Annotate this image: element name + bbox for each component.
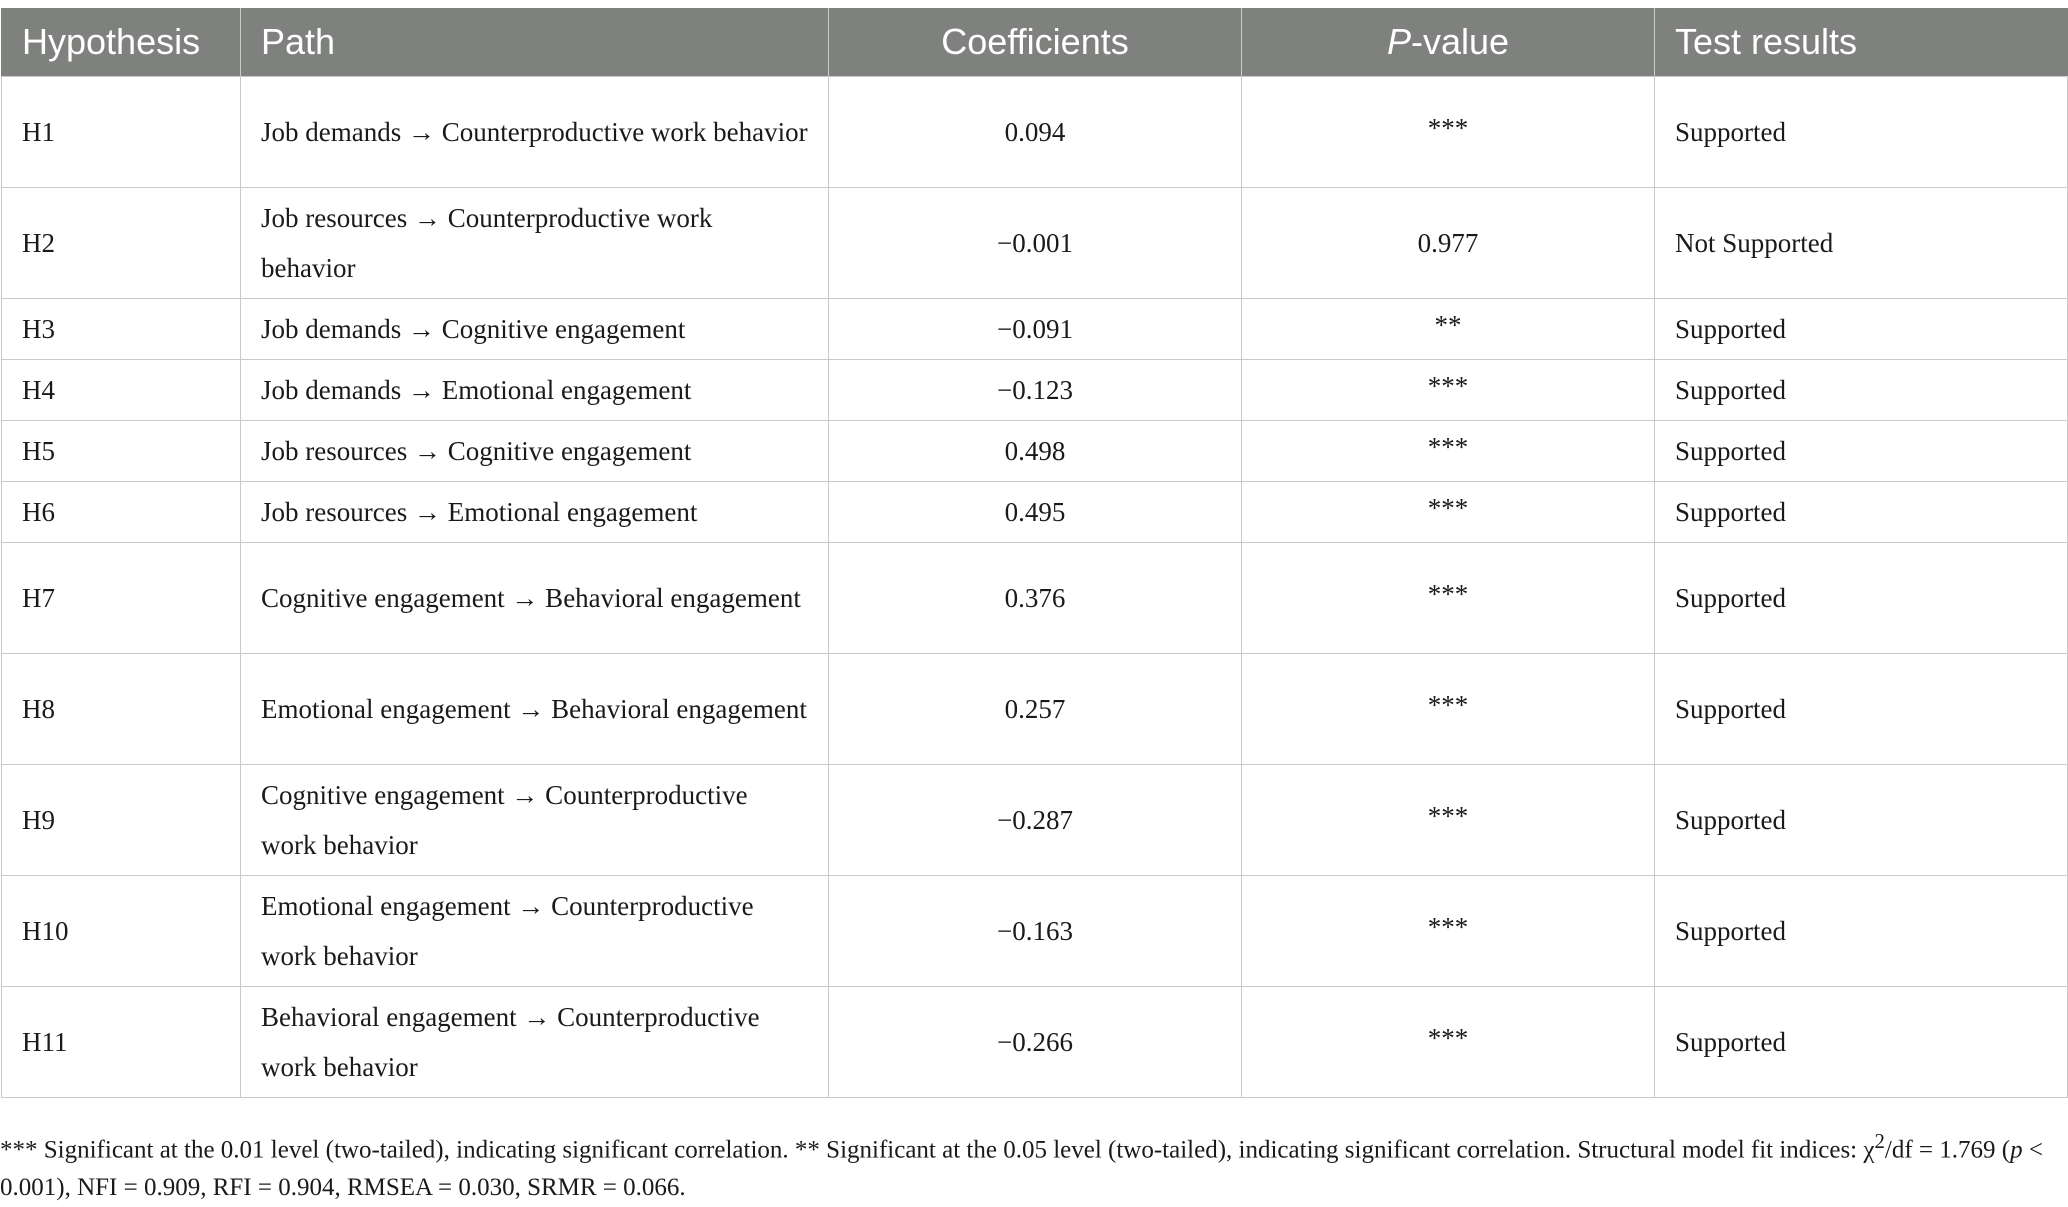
cell-p-value xyxy=(1242,421,1655,482)
cell-hypothesis: H10 xyxy=(2,876,241,987)
cell-path: Job demands → Cognitive engagement xyxy=(241,299,829,360)
cell-p-value xyxy=(1242,299,1655,360)
footnote-superscript: 2 xyxy=(1874,1129,1885,1153)
p-value-text: *** xyxy=(1427,801,1469,831)
cell-p-value xyxy=(1242,765,1655,876)
cell-coefficient: −0.287 xyxy=(829,765,1242,876)
cell-coefficient: 0.376 xyxy=(829,543,1242,654)
header-p-italic: P xyxy=(1386,21,1411,62)
cell-hypothesis: H5 xyxy=(2,421,241,482)
cell-test-result: Supported xyxy=(1655,299,2068,360)
cell-p-value xyxy=(1242,876,1655,987)
cell-hypothesis: H6 xyxy=(2,482,241,543)
cell-hypothesis: H8 xyxy=(2,654,241,765)
table-footnote xyxy=(0,1122,2060,1207)
cell-test-result: Supported xyxy=(1655,543,2068,654)
cell-p-value: 0.977 xyxy=(1242,188,1655,299)
cell-p-value xyxy=(1242,77,1655,188)
cell-test-result: Supported xyxy=(1655,360,2068,421)
cell-test-result: Supported xyxy=(1655,77,2068,188)
results-table-container xyxy=(0,8,2068,1098)
cell-path: Job demands → Emotional engagement xyxy=(241,360,829,421)
cell-test-result: Supported xyxy=(1655,765,2068,876)
cell-test-result: Supported xyxy=(1655,421,2068,482)
header-row xyxy=(2,8,2068,77)
footnote-text-3: < 0.001), NFI = 0.909, RFI = 0.904, RMSEA = 0.030, SRMR = 0.066. xyxy=(0,1136,2043,1202)
table-row xyxy=(2,482,2068,543)
p-value-text: *** xyxy=(1427,432,1469,462)
cell-coefficient: −0.266 xyxy=(829,987,1242,1098)
cell-test-result: Supported xyxy=(1655,987,2068,1098)
cell-hypothesis: H7 xyxy=(2,543,241,654)
cell-hypothesis: H11 xyxy=(2,987,241,1098)
header-path: Path xyxy=(241,8,829,77)
table-row xyxy=(2,360,2068,421)
footnote-p-italic: p xyxy=(2010,1136,2023,1164)
cell-hypothesis: H1 xyxy=(2,77,241,188)
cell-p-value xyxy=(1242,543,1655,654)
cell-coefficient: 0.495 xyxy=(829,482,1242,543)
p-value-text: *** xyxy=(1427,1023,1469,1053)
hypothesis-results-table xyxy=(1,8,2068,1098)
cell-hypothesis: H2 xyxy=(2,188,241,299)
p-value-text: *** xyxy=(1427,690,1469,720)
cell-path: Job resources → Emotional engagement xyxy=(241,482,829,543)
cell-hypothesis: H3 xyxy=(2,299,241,360)
cell-path: Cognitive engagement → Behavioral engagement xyxy=(241,543,829,654)
table-row xyxy=(2,299,2068,360)
header-test-results: Test results xyxy=(1655,8,2068,77)
table-header xyxy=(2,8,2068,77)
table-row xyxy=(2,876,2068,987)
cell-path: Emotional engagement → Counterproductive work behavior xyxy=(241,876,829,987)
cell-hypothesis: H4 xyxy=(2,360,241,421)
p-value-text: *** xyxy=(1427,579,1469,609)
cell-p-value xyxy=(1242,987,1655,1098)
cell-test-result: Supported xyxy=(1655,654,2068,765)
cell-path: Cognitive engagement → Counterproductive work behavior xyxy=(241,765,829,876)
header-coefficients: Coefficients xyxy=(829,8,1242,77)
cell-path: Behavioral engagement → Counterproductive work behavior xyxy=(241,987,829,1098)
footnote-text-2: /df = 1.769 ( xyxy=(1884,1136,2011,1164)
table-row xyxy=(2,765,2068,876)
cell-test-result: Supported xyxy=(1655,876,2068,987)
p-value-text: *** xyxy=(1427,113,1469,143)
cell-path: Job resources → Counterproductive work behavior xyxy=(241,188,829,299)
table-row xyxy=(2,421,2068,482)
table-row xyxy=(2,987,2068,1098)
cell-coefficient: −0.091 xyxy=(829,299,1242,360)
table-row xyxy=(2,654,2068,765)
cell-coefficient: −0.123 xyxy=(829,360,1242,421)
cell-path: Emotional engagement → Behavioral engagement xyxy=(241,654,829,765)
p-value-text: ** xyxy=(1434,310,1462,340)
table-body xyxy=(2,77,2068,1098)
cell-coefficient: −0.163 xyxy=(829,876,1242,987)
header-hypothesis: Hypothesis xyxy=(2,8,241,77)
cell-path: Job resources → Cognitive engagement xyxy=(241,421,829,482)
cell-test-result: Supported xyxy=(1655,482,2068,543)
table-row xyxy=(2,543,2068,654)
cell-coefficient: 0.257 xyxy=(829,654,1242,765)
cell-test-result: Not Supported xyxy=(1655,188,2068,299)
table-row xyxy=(2,188,2068,299)
cell-path: Job demands → Counterproductive work behavior xyxy=(241,77,829,188)
header-p-suffix: -value xyxy=(1410,21,1510,62)
table-row xyxy=(2,77,2068,188)
cell-p-value xyxy=(1242,654,1655,765)
p-value-text: *** xyxy=(1427,371,1469,401)
footnote-text-1: *** Significant at the 0.01 level (two-tailed), indicating significant correlation. ** Significant at the 0.05 level (two-tailed), indicating significant correlation. Structural model fit indices: χ xyxy=(0,1136,1875,1164)
cell-coefficient: 0.498 xyxy=(829,421,1242,482)
cell-p-value xyxy=(1242,360,1655,421)
p-value-text: *** xyxy=(1427,493,1469,523)
cell-coefficient: −0.001 xyxy=(829,188,1242,299)
cell-p-value xyxy=(1242,482,1655,543)
cell-coefficient: 0.094 xyxy=(829,77,1242,188)
p-value-text: *** xyxy=(1427,912,1469,942)
header-p-value xyxy=(1242,8,1655,77)
cell-hypothesis: H9 xyxy=(2,765,241,876)
